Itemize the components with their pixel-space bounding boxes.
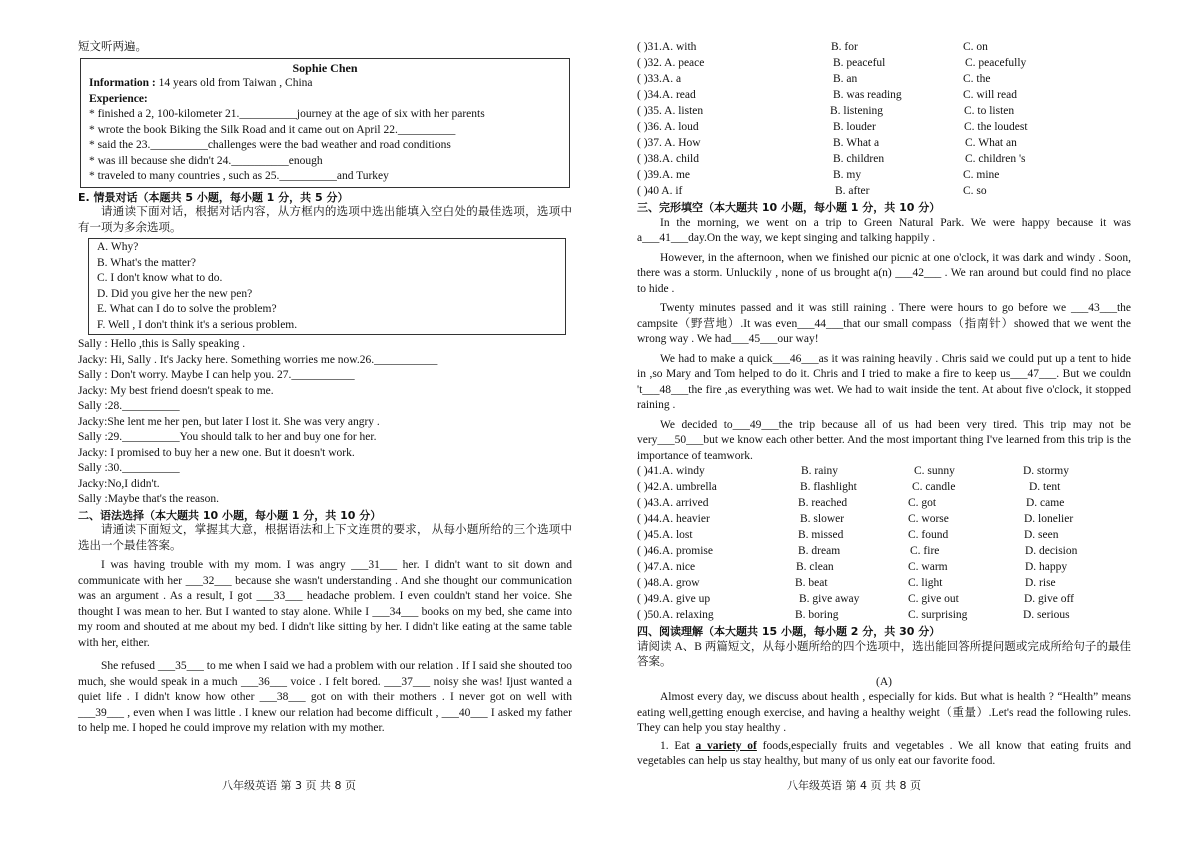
choice-a: ( )49.A. give up bbox=[637, 593, 711, 605]
option-item: C. I don't know what to do. bbox=[97, 272, 223, 284]
rule-number: 1. Eat bbox=[660, 739, 696, 752]
choice-b: B. listening bbox=[830, 105, 884, 117]
card-info bbox=[89, 76, 561, 92]
choice-a: ( )31.A. with bbox=[637, 41, 697, 53]
right-page bbox=[637, 40, 1131, 770]
choice-a: ( )35. A. listen bbox=[637, 105, 704, 117]
choice-row bbox=[637, 576, 1131, 592]
choice-row bbox=[637, 72, 1131, 88]
choice-a: ( )33.A. a bbox=[637, 73, 682, 85]
dialog-line: Jacky: My best friend doesn't speak to me. bbox=[78, 384, 274, 397]
choice-b: B. clean bbox=[796, 561, 834, 573]
choice-d: D. rise bbox=[1025, 577, 1056, 589]
underlined-phrase: a variety of bbox=[695, 739, 757, 752]
dialog-line: Sally : Hello ,this is Sally speaking . bbox=[78, 338, 246, 350]
choice-row bbox=[637, 168, 1131, 184]
choice-a: ( )38.A. child bbox=[637, 153, 699, 165]
section-2-title: 二、语法选择（本大题共 10 小题，每小题 1 分，共 10 分） bbox=[78, 508, 382, 522]
choice-d: D. decision bbox=[1025, 545, 1078, 557]
choice-c: C. got bbox=[908, 497, 937, 509]
choice-d: D. happy bbox=[1025, 561, 1068, 573]
grammar-choices bbox=[637, 40, 1131, 200]
choice-c: C. sunny bbox=[914, 465, 955, 477]
choice-d: D. stormy bbox=[1023, 465, 1069, 477]
choice-b: B. for bbox=[831, 41, 858, 53]
choice-row bbox=[637, 104, 1131, 120]
choice-c: C. light bbox=[908, 577, 943, 589]
choice-c: C. to listen bbox=[964, 105, 1015, 117]
choice-c: C. surprising bbox=[908, 609, 968, 621]
choice-a: ( )42.A. umbrella bbox=[637, 481, 717, 493]
choice-a: ( )46.A. promise bbox=[637, 545, 714, 557]
option-item: F. Well , I don't think it's a serious problem. bbox=[97, 318, 298, 331]
choice-d: D. came bbox=[1026, 497, 1065, 509]
option-item: B. What's the matter? bbox=[97, 256, 196, 269]
right-page-footer: 八年级英语 第 4 页 共 8 页 bbox=[787, 779, 921, 792]
option-item: A. Why? bbox=[97, 241, 139, 253]
choice-b: B. give away bbox=[799, 593, 860, 605]
choice-d: D. tent bbox=[1029, 481, 1061, 493]
cloze-paragraph: Twenty minutes passed and it was still raining . There were hours to go before we ___43___the campsite（野营地）.It was even___44___that our small compass（指南针）showed that we went the wrong way . We had___45___our way! bbox=[637, 302, 1131, 345]
choice-c: C. so bbox=[963, 185, 987, 197]
left-page-footer: 八年级英语 第 3 页 共 8 页 bbox=[222, 779, 356, 792]
options-box bbox=[88, 238, 566, 335]
section-2-instructions: 请通读下面短文，掌握其大意，根据语法和上下文连贯的要求， 从每小题所给的三个选项中选出一个最佳答案。 bbox=[78, 524, 572, 552]
choice-row bbox=[637, 592, 1131, 608]
section-3-title: 三、完形填空（本大题共 10 小题，每小题 1 分，共 10 分） bbox=[637, 201, 941, 214]
choice-row bbox=[637, 136, 1131, 152]
choice-a: ( )50.A. relaxing bbox=[637, 609, 714, 621]
dialog-line: Sally : Don't worry. Maybe I can help you. 27.___________ bbox=[78, 369, 355, 381]
choice-a: ( )40 A. if bbox=[637, 185, 683, 197]
choice-b: B. an bbox=[833, 73, 858, 85]
sophie-chen-card bbox=[80, 58, 570, 188]
choice-a: ( )48.A. grow bbox=[637, 577, 700, 589]
section-4-instructions: 请阅读 A、B 两篇短文，从每小题所给的四个选项中，选出能回答所提问题或完成所给句子的最佳答案。 bbox=[637, 640, 1131, 668]
cloze-paragraph: However, in the afternoon, when we finished our picnic at one o'clock, it was dark and windy . Soon, there was a storm. Unluckily , none of us brought a(n) ___42___ . We ran around but could find no place to hide . bbox=[637, 251, 1131, 295]
choice-b: B. What a bbox=[833, 137, 880, 149]
card-title: Sophie Chen bbox=[292, 60, 358, 75]
choice-row bbox=[637, 184, 1131, 200]
choice-b: B. dream bbox=[798, 545, 841, 557]
choice-a: ( )39.A. me bbox=[637, 169, 691, 181]
choice-row bbox=[637, 528, 1131, 544]
choice-c: C. the loudest bbox=[964, 121, 1028, 133]
choice-row bbox=[637, 512, 1131, 528]
choice-c: C. fire bbox=[910, 545, 940, 557]
choice-row bbox=[637, 480, 1131, 496]
option-item: D. Did you give her the new pen? bbox=[97, 287, 253, 300]
grammar-passage-p1: I was having trouble with my mom. I was angry ___31___ her. I didn't want to sit down and communicate with her ___32___ because she wasn't understanding . And she thought our communication was an argument . As a result, I got ___33___ headache problem. I even couldn't stand her voice. She thought I was mean to her. But I wanted to stay alone. While I ___34___ books on my bed, she came into my room and shouted at me about my bed. I didn't like sitting by her. I didn't like eating at the same table with her, either. bbox=[78, 559, 572, 649]
choice-row bbox=[637, 56, 1131, 72]
choice-a: ( )37. A. How bbox=[637, 137, 701, 149]
choice-d: D. lonelier bbox=[1024, 513, 1074, 525]
choice-b: B. missed bbox=[798, 529, 844, 541]
cloze-choices bbox=[637, 464, 1131, 624]
card-item: * was ill because she didn't 24.__________enough bbox=[89, 154, 323, 167]
choice-row bbox=[637, 120, 1131, 136]
card-item: * traveled to many countries , such as 25.__________and Turkey bbox=[89, 170, 389, 182]
choice-b: B. beat bbox=[795, 577, 828, 589]
choice-c: C. on bbox=[963, 41, 988, 53]
dialog-line: Sally :29.__________You should talk to her and buy one for her. bbox=[78, 431, 377, 443]
section-e-instructions: 请通读下面对话，根据对话内容，从方框内的选项中选出能填入空白处的最佳选项，选项中有一项为多余选项。 bbox=[78, 206, 572, 234]
choice-b: B. peaceful bbox=[833, 57, 886, 69]
choice-c: C. What an bbox=[965, 137, 1017, 149]
choice-row bbox=[637, 464, 1131, 480]
passage-a-label: (A) bbox=[876, 675, 892, 688]
choice-c: C. warm bbox=[908, 561, 948, 573]
experience-label: Experience: bbox=[89, 92, 148, 105]
grammar-passage-p2: She refused ___35___ to me when I said we had a problem with our relation . If I said she shouted too much, she would speak in a much ___36___ voice . I felt bored. ___37___ noisy she was! Ijust wanted a quiet life . I didn't know how other ___38___ got on with their mothers . I never got on well with ___39___ , even when I was little . I knew our relation had become difficult , ___40___ I asked my father to help me. I hoped he could improve my relation with my mother. bbox=[78, 660, 572, 734]
card-item: * wrote the book Biking the Silk Road and it came out on April 22.__________ bbox=[89, 123, 456, 136]
choice-row bbox=[637, 88, 1131, 104]
choice-b: B. my bbox=[833, 169, 862, 181]
choice-c: C. children 's bbox=[965, 153, 1026, 165]
dialog-line: Sally :30.__________ bbox=[78, 462, 180, 474]
choice-c: C. found bbox=[908, 529, 949, 541]
choice-a: ( )34.A. read bbox=[637, 89, 696, 101]
choice-d: D. give off bbox=[1024, 593, 1074, 605]
cloze-paragraph: In the morning, we went on a trip to Green Natural Park. We were happy because it was a___41___day.On the way, we kept singing and talking happily . bbox=[637, 216, 1131, 244]
choice-c: C. peacefully bbox=[965, 57, 1027, 69]
choice-c: C. candle bbox=[912, 481, 956, 493]
choice-d: D. serious bbox=[1023, 609, 1070, 621]
choice-row bbox=[637, 496, 1131, 512]
dialog-line: Sally :Maybe that's the reason. bbox=[78, 493, 219, 505]
passage-a-p1: Almost every day, we discuss about health , especially for kids. But what is health ? “Health” means eating well,getting enough exercise, and having a healthy weight（重量）.Let's read the following rules. They can help you stay healthy . bbox=[637, 691, 1131, 734]
info-text: 14 years old from Taiwan , China bbox=[155, 77, 313, 89]
choice-a: ( )47.A. nice bbox=[637, 561, 696, 573]
dialog-line: Jacky:She lent me her pen, but later I lost it. She was very angry . bbox=[78, 415, 380, 428]
card-item: * finished a 2, 100-kilometer 21.__________journey at the age of six with her parents bbox=[89, 108, 485, 120]
choice-row bbox=[637, 152, 1131, 168]
dialog-line: Sally :28.__________ bbox=[78, 400, 180, 412]
dialog-line: Jacky: I promised to buy her a new one. But it doesn't work. bbox=[78, 446, 355, 459]
choice-c: C. worse bbox=[908, 513, 949, 525]
section-4-title: 四、阅读理解（本大题共 15 小题，每小题 2 分，共 30 分） bbox=[637, 625, 941, 638]
choice-c: C. the bbox=[963, 73, 991, 85]
cloze-paragraph: We had to make a quick___46___as it was raining heavily . Chris said we could put up a tent to hide in ,so Mary and Tom helped to do it. Chris and I tried to make a fire to keep us___47___. But we couldn 't___48___the fire ,as everything was wet. We had to wait inside the tent. At about five o'clock, it stopped raining . bbox=[637, 352, 1131, 411]
choice-a: ( )36. A. loud bbox=[637, 121, 699, 133]
choice-a: ( )43.A. arrived bbox=[637, 497, 709, 509]
dialog-line: Jacky: Hi, Sally . It's Jacky here. Something worries me now.26.___________ bbox=[78, 353, 438, 366]
passage-a-p2 bbox=[637, 739, 1131, 770]
info-label: Information : bbox=[89, 77, 156, 89]
choice-b: B. children bbox=[833, 153, 885, 165]
choice-a: ( )32. A. peace bbox=[637, 57, 705, 69]
cloze-paragraph: We decided to___49___the trip because all of us had been very tired. This trip may not be very___50___but we know each other better. And the most important thing I've learned from this trip is the importance of teamwork. bbox=[637, 418, 1131, 462]
choice-b: B. flashlight bbox=[800, 481, 857, 493]
choice-a: ( )45.A. lost bbox=[637, 529, 693, 541]
choice-row bbox=[637, 544, 1131, 560]
choice-c: C. give out bbox=[908, 593, 959, 605]
dialog-line: Jacky:No,I didn't. bbox=[78, 477, 160, 490]
left-page bbox=[78, 40, 572, 737]
choice-d: D. seen bbox=[1024, 529, 1059, 541]
section-e-title: E. 情景对话（本题共 5 小题，每小题 1 分，共 5 分） bbox=[78, 190, 349, 204]
choice-row bbox=[637, 40, 1131, 56]
choice-a: ( )44.A. heavier bbox=[637, 513, 710, 525]
choice-b: B. was reading bbox=[833, 89, 902, 101]
choice-b: B. slower bbox=[800, 513, 845, 525]
option-item: E. What can I do to solve the problem? bbox=[97, 303, 277, 315]
card-item: * said the 23.__________challenges were the bad weather and road conditions bbox=[89, 139, 451, 151]
choice-a: ( )41.A. windy bbox=[637, 465, 705, 477]
choice-c: C. will read bbox=[963, 89, 1017, 101]
choice-b: B. after bbox=[835, 185, 870, 197]
choice-b: B. boring bbox=[795, 609, 839, 621]
choice-c: C. mine bbox=[963, 169, 1000, 181]
rule-text: foods,especially fruits and vegetables . We all know that eating fruits and vegetables can help us stay healthy, but many of us only eat our favorite food. bbox=[637, 739, 1132, 767]
choice-row bbox=[637, 560, 1131, 576]
listening-note: 短文听两遍。 bbox=[78, 41, 147, 53]
choice-b: B. reached bbox=[798, 497, 848, 509]
choice-b: B. rainy bbox=[801, 465, 839, 477]
choice-row bbox=[637, 608, 1131, 624]
choice-b: B. louder bbox=[833, 121, 876, 133]
dialogue bbox=[78, 337, 572, 508]
